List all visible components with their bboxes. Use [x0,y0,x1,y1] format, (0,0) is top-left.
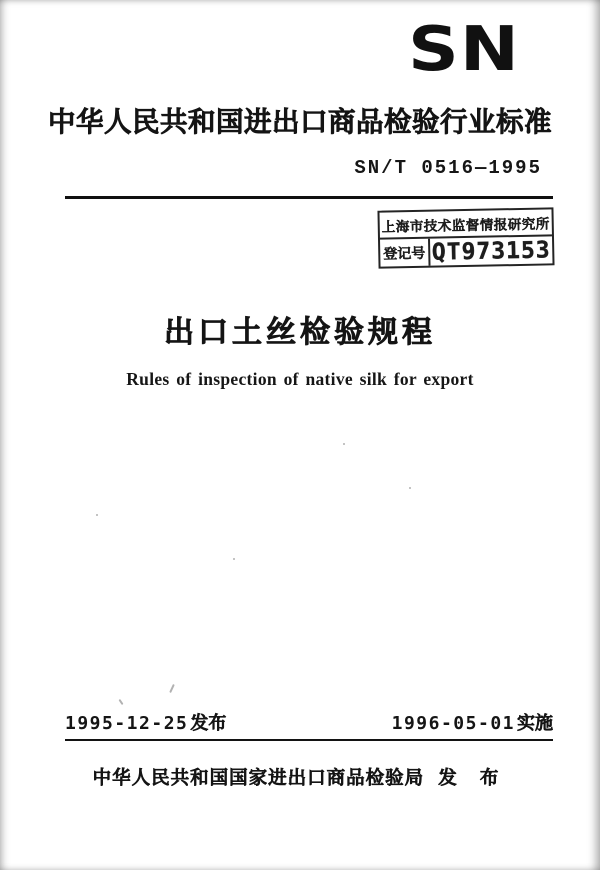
scan-speck [96,514,98,516]
scan-speck [343,443,345,445]
standard-category-heading: 中华人民共和国进出口商品检验行业标准 [48,106,552,137]
issue-date [65,709,226,735]
registration-stamp [377,207,554,268]
stamp-registration-row [380,236,552,266]
document-title-chinese: 出口土丝检验规程 [164,316,436,349]
issue-date-label: 发布 [190,713,227,733]
scan-speck [118,699,123,705]
publisher-line [0,764,600,790]
header-rule [65,196,553,199]
scan-speck [169,684,175,693]
scan-speck [409,487,411,489]
publisher-name: 中华人民共和国国家进出口商品检验局 [92,767,425,788]
standard-number: SN/T 0516—1995 [354,157,542,179]
scan-speck [233,558,235,560]
sn-logo: SN [407,13,520,85]
implementation-date [392,709,553,735]
implementation-date-value: 1996-05-01 [391,713,515,734]
stamp-registration-label: 登记号 [380,239,431,267]
publish-action-label: 发 布 [438,767,508,788]
stamp-organization: 上海市技术监督情报研究所 [379,209,551,239]
document-title-english: Rules of inspection of native silk for export [126,369,474,389]
stamp-registration-number: QT973153 [431,237,551,266]
issue-date-value: 1995-12-25 [65,713,189,734]
implementation-date-label: 实施 [517,713,553,733]
dates-row [65,709,553,741]
